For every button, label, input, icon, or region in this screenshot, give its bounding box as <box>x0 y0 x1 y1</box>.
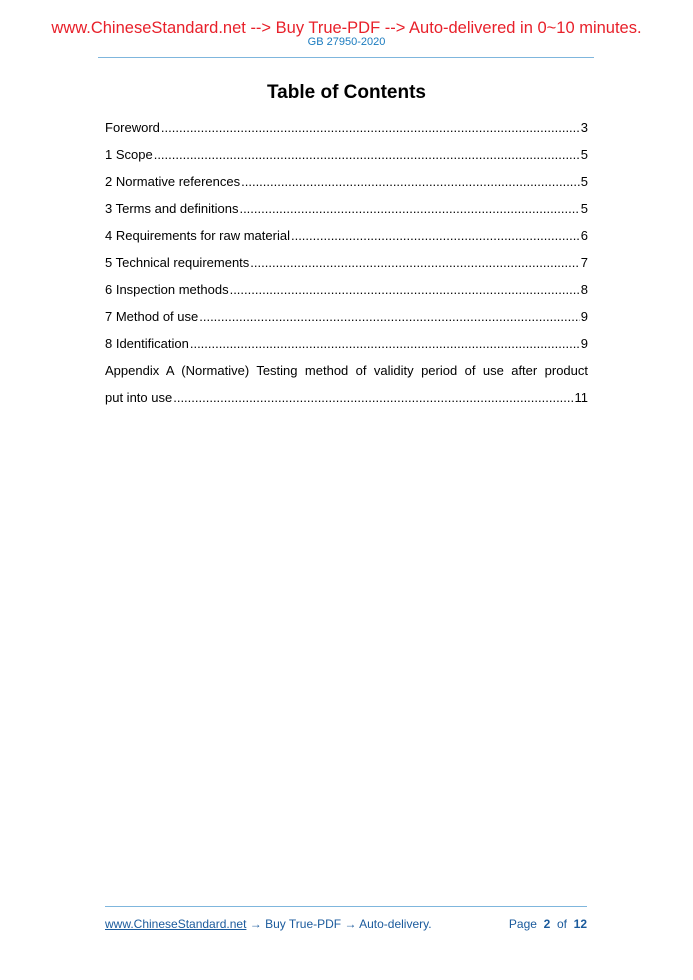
toc-entry-page: 5 <box>580 147 588 162</box>
toc-entry-inspection-methods[interactable] <box>105 276 588 303</box>
page-current: 2 <box>543 917 551 931</box>
toc-entry-foreword[interactable] <box>105 114 588 141</box>
toc-entry-label: 2 Normative references <box>105 174 241 189</box>
toc-entry-label: 5 Technical requirements <box>105 255 250 270</box>
toc-dot-leader <box>173 384 573 411</box>
toc-dot-leader <box>161 114 580 141</box>
toc-title: Table of Contents <box>266 82 427 103</box>
toc-entry-page: 5 <box>580 201 588 216</box>
toc-entry-page: 9 <box>580 309 588 324</box>
page-indicator <box>509 916 587 932</box>
standard-code: GB 27950-2020 <box>307 36 386 48</box>
toc-entry-page: 5 <box>580 174 588 189</box>
page-total: 12 <box>573 917 587 931</box>
header-divider <box>98 57 594 58</box>
toc-dot-leader <box>190 330 580 357</box>
toc-entry-identification[interactable] <box>105 330 588 357</box>
toc-entry-raw-material[interactable] <box>105 222 588 249</box>
toc-dot-leader <box>239 195 579 222</box>
toc-entry-appendix-a[interactable] <box>105 384 588 411</box>
top-banner[interactable]: www.ChineseStandard.net --> Buy True-PDF --> Auto-delivered in 0~10 minutes. <box>51 19 642 37</box>
toc-entry-normative-references[interactable] <box>105 168 588 195</box>
toc-dot-leader <box>154 141 580 168</box>
toc-entry-page: 3 <box>580 120 588 135</box>
toc-dot-leader <box>291 222 580 249</box>
toc-entry-terms-and-definitions[interactable] <box>105 195 588 222</box>
toc-dot-leader <box>199 303 580 330</box>
toc-dot-leader <box>230 276 580 303</box>
toc-dot-leader <box>250 249 579 276</box>
toc-entry-label: put into use <box>105 390 173 405</box>
of-word: of <box>556 917 567 931</box>
footer-promo-text: → Buy True-PDF → Auto-delivery. <box>246 917 432 931</box>
footer-site-link[interactable]: www.ChineseStandard.net <box>105 917 247 931</box>
toc-entry-appendix-a-line1[interactable]: Appendix A (Normative) Testing method of validity period of use after product <box>105 363 588 378</box>
toc-entry-label: Foreword <box>105 120 160 135</box>
toc-entry-page: 7 <box>580 255 588 270</box>
page-word: Page <box>508 917 537 931</box>
toc-entry-page: 9 <box>580 336 588 351</box>
toc-entry-label: 7 Method of use <box>105 309 199 324</box>
toc-entry-label: 8 Identification <box>105 336 189 351</box>
toc-entry-label: 3 Terms and definitions <box>105 201 239 216</box>
toc-entry-method-of-use[interactable] <box>105 303 588 330</box>
toc-entry-page: 11 <box>574 390 588 405</box>
toc-entry-technical-requirements[interactable] <box>105 249 588 276</box>
toc-entry-page: 6 <box>580 228 588 243</box>
toc-entry-label: 1 Scope <box>105 147 153 162</box>
table-of-contents <box>105 114 588 411</box>
toc-entry-scope[interactable] <box>105 141 588 168</box>
toc-dot-leader <box>241 168 580 195</box>
footer-promo <box>105 916 432 932</box>
footer-divider <box>105 906 587 907</box>
toc-entry-page: 8 <box>580 282 588 297</box>
toc-entry-label: 6 Inspection methods <box>105 282 229 297</box>
toc-entry-label: 4 Requirements for raw material <box>105 228 290 243</box>
